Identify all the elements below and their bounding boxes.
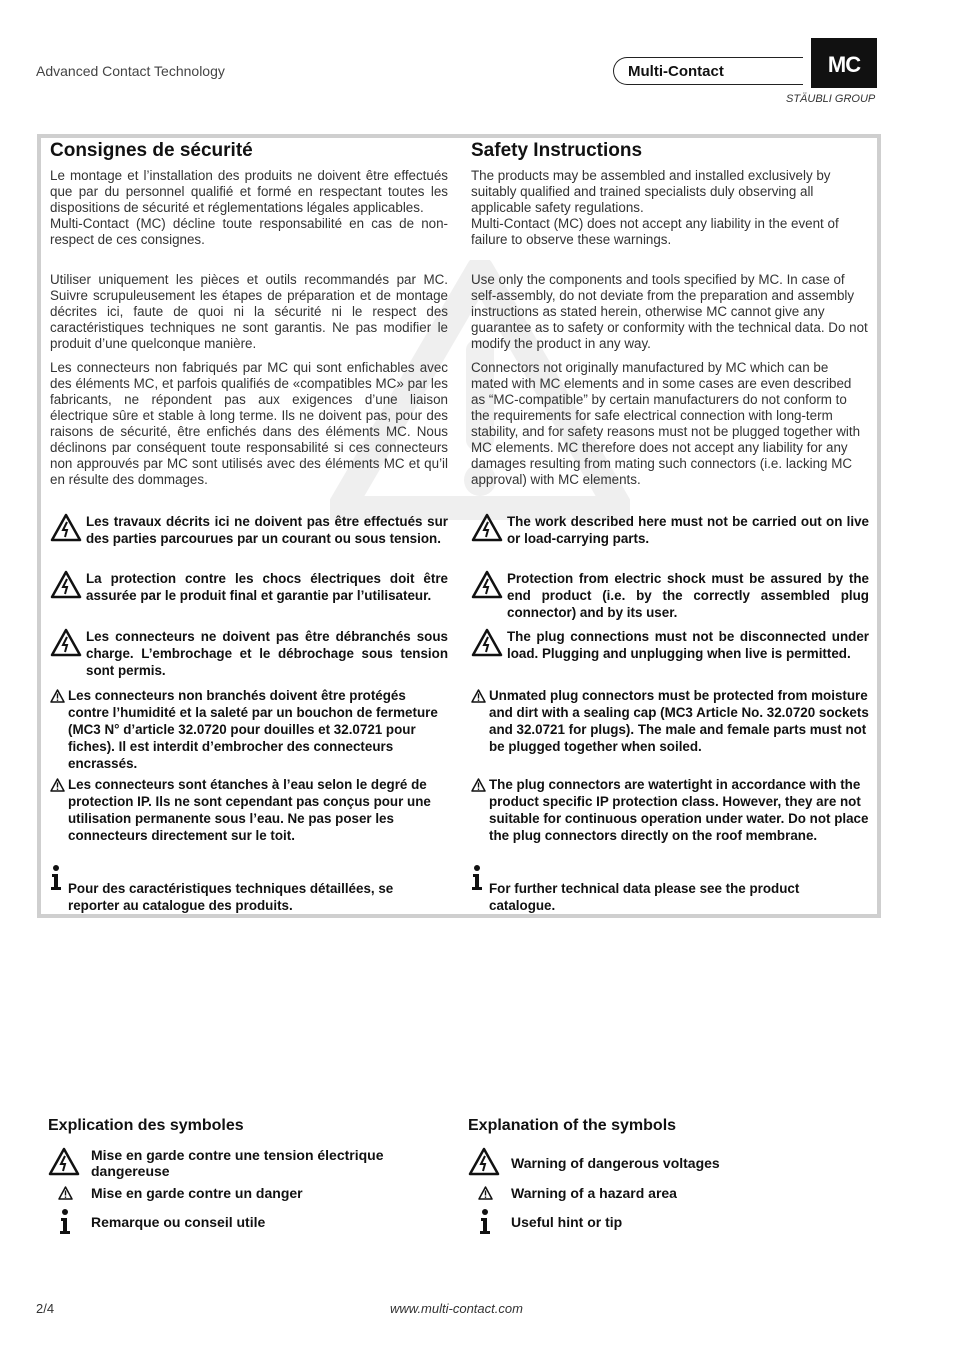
french-paragraph-1a: Le montage et l’installation des produits ne doivent être effectués que par du personnel qualifié et formé en respectant toutes les dispositions de sécurité et réglementations légales applicables. (50, 168, 448, 215)
english-paragraph-1b: Multi-Contact (MC) does not accept any liability in the event of failure to observe these warnings. (471, 216, 839, 247)
french-paragraph-1 (50, 168, 448, 248)
symbol-label: Mise en garde contre une tension électrique dangereuse (91, 1147, 384, 1179)
english-paragraph-1 (471, 168, 869, 248)
website-link[interactable]: www.multi-contact.com (390, 1301, 523, 1316)
english-warning-live-parts (471, 513, 869, 547)
french-symbol-voltage (48, 1147, 446, 1179)
company-tagline: Advanced Contact Technology (36, 63, 225, 79)
french-warning-text: La protection contre les chocs électriques doit être assurée par le produit final et garantie par l’utilisateur. (86, 571, 448, 603)
mc-logo: MC (811, 38, 877, 88)
page-number: 2/4 (36, 1301, 55, 1316)
french-warning-text: Les connecteurs non branchés doivent être protégés contre l’humidité et la saleté par un bouchon de fermeture (MC3 N° d’article 32.0720 pour douilles et 32.0721 pour fiches). Il est interdit d’embrocher des connecteurs encrassés. (68, 688, 438, 771)
info-icon (471, 865, 483, 891)
english-warning-text: The work described here must not be carried out on live or load-carrying parts. (507, 514, 869, 546)
symbol-label: Remarque ou conseil utile (91, 1214, 266, 1230)
hazard-icon (50, 689, 65, 703)
symbol-label: Warning of dangerous voltages (511, 1155, 720, 1171)
french-symbol-hazard (48, 1185, 446, 1201)
english-warning-watertight (471, 776, 869, 844)
french-paragraph-3: Les connecteurs non fabriqués par MC qui sont enfichables avec des éléments MC, et parfois qualifiés de «compatibles MC» par les fabricants, ne répondent pas aux exigences d’une liaison électrique sûre et stable à long terme. Ils ne doivent pas, pour des raisons de sécurité, être enfichés dans des éléments MC. Nous déclinons par conséquent toute responsabilité si ces connecteurs non approuvés par MC sont utilisés avec des éléments MC et qu’il en résulte des dommages. (50, 360, 448, 487)
english-warning-text: The plug connections must not be disconnected under load. Plugging and unplugging when live is permitted. (507, 629, 869, 661)
french-paragraph-2: Utiliser uniquement les pièces et outils recommandés par MC. Suivre scrupuleusement les étapes de préparation et de montage décrites ici, faute de quoi ni la sécurité ni le respect des caractéristiques techniques ne sont garantis. Ne pas modifier le produit d’une quelconque manière. (50, 272, 448, 351)
english-info-text: For further technical data please see the product catalogue. (489, 881, 800, 913)
english-warning-text: Unmated plug connectors must be protected from moisture and dirt with a sealing cap (MC3 Article No. 32.0720 sockets and 32.0721 for plugs). The male and female parts must not be plugged together when soiled. (489, 688, 869, 754)
french-symbols-title: Explication des symboles (48, 1117, 244, 1134)
french-warning-watertight (50, 776, 448, 844)
english-symbol-hazard (468, 1185, 866, 1201)
english-title: Safety Instructions (471, 140, 643, 161)
voltage-warning-icon (468, 1147, 500, 1177)
voltage-warning-icon (471, 628, 503, 658)
english-symbol-hint (468, 1214, 866, 1230)
symbol-label: Warning of a hazard area (511, 1185, 677, 1201)
french-paragraph-1b: Multi-Contact (MC) décline toute responsabilité en cas de non-respect de ces consignes. (50, 216, 448, 247)
english-paragraph-3: Connectors not originally manufactured by MC which can be mated with MC elements and in some cases are even described as “MC-compatible” by certain manufacturers do not conform to the requirements for safe electrical connection with long-term stability, and for safety reasons must not be plugged together with MC elements. MC therefore does not accept any liability for any damages resulting from mating such connectors (i.e. lacking MC approval) with MC elements. (471, 360, 861, 487)
english-warning-sealing-cap (471, 687, 869, 755)
voltage-warning-icon (48, 1147, 80, 1177)
french-warning-live-parts (50, 513, 448, 547)
french-warning-sealing-cap (50, 687, 448, 772)
english-warning-text: The plug connectors are watertight in accordance with the product specific IP protection class. However, they are not suitable for continuous operation under water. Do not place the plug connectors directly on the roof membrane. (489, 777, 869, 843)
voltage-warning-icon (471, 570, 503, 600)
french-warning-text: Les travaux décrits ici ne doivent pas être effectués sur des parties parcourues par un courant ou sous tension. (86, 514, 448, 546)
voltage-warning-icon (471, 513, 503, 543)
english-info-note (471, 880, 869, 914)
english-symbols-legend (468, 1117, 868, 1230)
info-icon (479, 1209, 491, 1235)
french-column (50, 140, 448, 913)
french-symbol-hint (48, 1214, 446, 1230)
english-paragraph-1a: The products may be assembled and installed exclusively by suitably qualified and trained specialists duly observing all applicable safety regulations. (471, 168, 831, 215)
hazard-icon (471, 778, 486, 792)
hazard-icon (478, 1186, 493, 1200)
french-warning-disconnect (50, 628, 448, 679)
english-paragraph-2: Use only the components and tools specified by MC. In case of self-assembly, do not deviate from the preparation and assembly instructions as stated herein, otherwise MC cannot give any guarantee as to safety or conformity with the technical data. Do not modify the product in any way. (471, 272, 868, 351)
french-title: Consignes de sécurité (50, 140, 253, 161)
french-info-text: Pour des caractéristiques techniques détaillées, se reporter au catalogue des produits. (68, 881, 394, 913)
brand-name: Multi-Contact (628, 63, 724, 80)
hazard-icon (471, 689, 486, 703)
french-warning-shock (50, 570, 448, 604)
info-icon (50, 865, 62, 891)
english-symbol-voltage (468, 1147, 866, 1171)
voltage-warning-icon (50, 570, 82, 600)
voltage-warning-icon (50, 513, 82, 543)
english-symbols-title: Explanation of the symbols (468, 1117, 677, 1134)
symbol-label: Mise en garde contre un danger (91, 1185, 303, 1201)
voltage-warning-icon (50, 628, 82, 658)
english-warning-text: Protection from electric shock must be assured by the end product (i.e. by the correctly assembled plug connector) and by its user. (507, 571, 869, 620)
english-warning-disconnect (471, 628, 869, 662)
french-symbols-legend (48, 1117, 448, 1230)
group-name: STÄUBLI GROUP (786, 93, 876, 105)
hazard-icon (50, 778, 65, 792)
english-column (471, 140, 869, 913)
french-warning-text: Les connecteurs sont étanches à l’eau selon le degré de protection IP. Ils ne sont cependant pas conçus pour une utilisation permanente sous l’eau. Ne pas poser les connecteurs directement sur le toit. (68, 777, 431, 843)
symbol-label: Useful hint or tip (511, 1214, 623, 1230)
french-warning-text: Les connecteurs ne doivent pas être débranchés sous charge. L’embrochage et le débrochage sous tension sont permis. (86, 629, 448, 678)
info-icon (59, 1209, 71, 1235)
english-warning-shock (471, 570, 869, 621)
hazard-icon (58, 1186, 73, 1200)
french-info-note (50, 880, 448, 914)
